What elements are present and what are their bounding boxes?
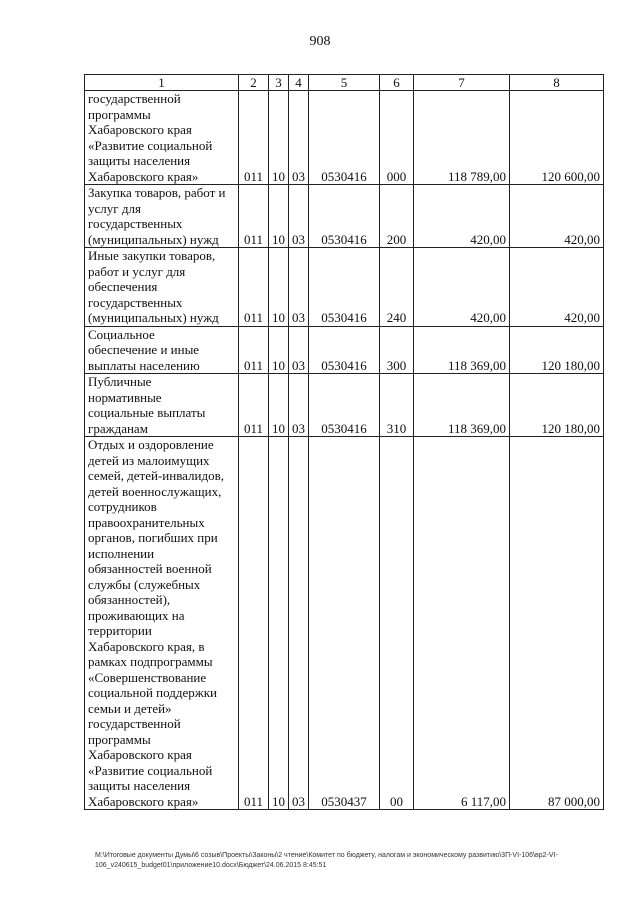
cell-target-article: 0530437 (309, 437, 380, 810)
cell-subsection: 03 (289, 185, 309, 248)
cell-expense-type: 310 (380, 374, 414, 437)
column-header: 8 (510, 75, 604, 91)
cell-target-article: 0530416 (309, 185, 380, 248)
cell-target-article: 0530416 (309, 374, 380, 437)
cell-target-article: 0530416 (309, 326, 380, 374)
table-row (85, 374, 604, 437)
table-row (85, 437, 604, 810)
page-number: 908 (309, 34, 331, 49)
cell-ministry-code: 011 (239, 185, 269, 248)
cell-ministry-code: 011 (239, 248, 269, 327)
cell-amount-year2: 87 000,00 (510, 437, 604, 810)
cell-amount-year2: 120 180,00 (510, 374, 604, 437)
cell-ministry-code: 011 (239, 326, 269, 374)
cell-section: 10 (269, 91, 289, 185)
row-name: государственной программы Хабаровского края «Развитие социальной защиты населения Хабаровского края» (85, 91, 239, 185)
cell-amount-year2: 420,00 (510, 185, 604, 248)
file-path-footer: M:\Итоговые документы Думы\6 созыв\Проекты\Законы\2 чтение\Комитет по бюджету, налогам и экономическому развитию\3П-VI-106\вр2-VI-106_v240615_budget01\приложение10.docx\Бюджет\24.06.2015 8:45:51 (95, 852, 558, 869)
column-header: 4 (289, 75, 309, 91)
cell-ministry-code: 011 (239, 437, 269, 810)
cell-ministry-code: 011 (239, 91, 269, 185)
row-name: Публичные нормативные социальные выплаты гражданам (85, 374, 239, 437)
column-header: 3 (269, 75, 289, 91)
cell-subsection: 03 (289, 248, 309, 327)
cell-amount-year2: 120 180,00 (510, 326, 604, 374)
cell-section: 10 (269, 437, 289, 810)
cell-subsection: 03 (289, 437, 309, 810)
cell-expense-type: 200 (380, 185, 414, 248)
row-name: Закупка товаров, работ и услуг для государственных (муниципальных) нужд (85, 185, 239, 248)
cell-section: 10 (269, 248, 289, 327)
cell-section: 10 (269, 374, 289, 437)
table-row (85, 326, 604, 374)
cell-expense-type: 300 (380, 326, 414, 374)
table-row (85, 91, 604, 185)
budget-table (84, 74, 604, 810)
column-header: 2 (239, 75, 269, 91)
column-header: 5 (309, 75, 380, 91)
cell-section: 10 (269, 326, 289, 374)
row-name: Иные закупки товаров, работ и услуг для обеспечения государственных (муниципальных) нужд (85, 248, 239, 327)
cell-subsection: 03 (289, 326, 309, 374)
cell-section: 10 (269, 185, 289, 248)
cell-amount-year2: 120 600,00 (510, 91, 604, 185)
cell-amount-year2: 420,00 (510, 248, 604, 327)
column-header: 6 (380, 75, 414, 91)
column-header: 1 (85, 75, 239, 91)
row-name: Отдых и оздоровление детей из малоимущих семей, детей-инвалидов, детей военнослужащих, сотрудников правоохранительных органов, погибших при исполнении обязанностей военной службы (служебных обязанностей), проживающих на территории Хабаровского края, в рамках подпрограммы «Совершенствование социальной поддержки семьи и детей» государственной программы Хабаровского края «Развитие социальной защиты населения Хабаровского края» (85, 437, 239, 810)
table-header-row (85, 75, 604, 91)
cell-expense-type: 240 (380, 248, 414, 327)
cell-subsection: 03 (289, 374, 309, 437)
cell-target-article: 0530416 (309, 248, 380, 327)
cell-amount-year1: 118 369,00 (414, 374, 510, 437)
cell-expense-type: 00 (380, 437, 414, 810)
cell-subsection: 03 (289, 91, 309, 185)
table-row (85, 248, 604, 327)
cell-amount-year1: 118 789,00 (414, 91, 510, 185)
table-row (85, 185, 604, 248)
column-header: 7 (414, 75, 510, 91)
row-name: Социальное обеспечение и иные выплаты населению (85, 326, 239, 374)
cell-target-article: 0530416 (309, 91, 380, 185)
cell-amount-year1: 6 117,00 (414, 437, 510, 810)
cell-amount-year1: 118 369,00 (414, 326, 510, 374)
cell-amount-year1: 420,00 (414, 248, 510, 327)
cell-expense-type: 000 (380, 91, 414, 185)
cell-ministry-code: 011 (239, 374, 269, 437)
cell-amount-year1: 420,00 (414, 185, 510, 248)
